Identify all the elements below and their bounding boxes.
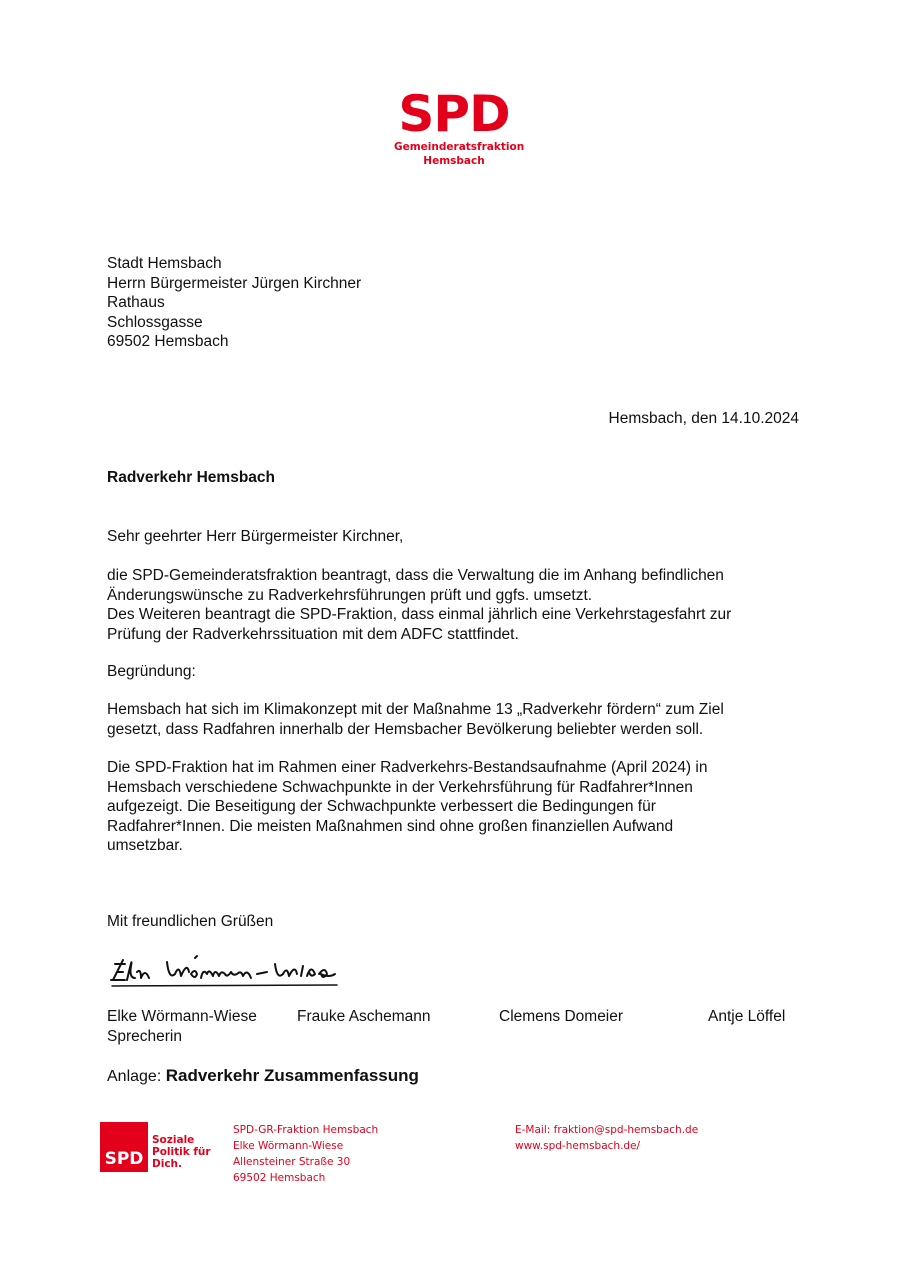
footer-website[interactable]: www.spd-hemsbach.de/ <box>515 1140 641 1152</box>
logo-subtitle-1: Gemeinderatsfraktion <box>394 141 525 153</box>
text-line: aufgezeigt. Die Beseitigung der Schwachpunkte verbessert die Bedingungen für <box>107 798 656 815</box>
attachment-line <box>107 1066 419 1087</box>
paragraph-request <box>107 566 807 644</box>
slogan-line: Politik für <box>152 1146 211 1158</box>
signer-name: Antje Löffel <box>708 1008 786 1025</box>
recipient-address <box>107 254 361 352</box>
slogan-line: Dich. <box>152 1158 183 1170</box>
signers-row <box>107 1008 807 1028</box>
footer-email[interactable]: E-Mail: fraktion@spd-hemsbach.de <box>515 1124 699 1136</box>
text-line: die SPD-Gemeinderatsfraktion beantragt, dass die Verwaltung die im Anhang befindlichen <box>107 567 724 584</box>
address-line: Herrn Bürgermeister Jürgen Kirchner <box>107 274 362 292</box>
text-line: Hemsbach hat sich im Klimakonzept mit der Maßnahme 13 „Radverkehr fördern“ zum Ziel <box>107 701 724 718</box>
footer-spd-logo: SPD <box>100 1122 148 1172</box>
address-line: Rathaus <box>107 294 165 311</box>
paragraph-reason-2 <box>107 758 807 856</box>
letter-date: Hemsbach, den 14.10.2024 <box>608 410 799 427</box>
address-line: Schlossgasse <box>107 313 203 331</box>
begruendung-heading: Begründung: <box>107 663 196 680</box>
closing: Mit freundlichen Grüßen <box>107 913 274 930</box>
salutation: Sehr geehrter Herr Bürgermeister Kirchner, <box>107 528 404 545</box>
spd-logo <box>394 85 525 168</box>
signer-role: Sprecherin <box>107 1028 182 1045</box>
footer-address-line: 69502 Hemsbach <box>233 1172 326 1184</box>
text-line: Die SPD-Fraktion hat im Rahmen einer Radverkehrs-Bestandsaufnahme (April 2024) in <box>107 759 708 776</box>
text-line: gesetzt, dass Radfahren innerhalb der Hemsbacher Bevölkerung beliebter werden soll. <box>107 720 704 738</box>
address-line: Stadt Hemsbach <box>107 255 222 272</box>
logo-text: SPD <box>398 85 510 143</box>
handwritten-signature <box>107 944 347 994</box>
text-line: umsetzbar. <box>107 837 183 854</box>
footer-address-line: Elke Wörmann-Wiese <box>233 1140 344 1152</box>
signer-name: Elke Wörmann-Wiese <box>107 1008 257 1025</box>
text-line: Änderungswünsche zu Radverkehrsführungen prüft und ggfs. umsetzt. <box>107 586 593 604</box>
footer-address-line: SPD-GR-Fraktion Hemsbach <box>233 1124 379 1136</box>
footer-address <box>233 1122 378 1186</box>
text-line: Radfahrer*Innen. Die meisten Maßnahmen sind ohne großen finanziellen Aufwand <box>107 817 674 835</box>
signer-name: Frauke Aschemann <box>297 1008 431 1025</box>
text-line: Hemsbach verschiedene Schwachpunkte in der Verkehrsführung für Radfahrer*Innen <box>107 778 693 796</box>
logo-subtitle-2: Hemsbach <box>423 155 485 167</box>
text-line: Des Weiteren beantragt die SPD-Fraktion, dass einmal jährlich eine Verkehrstagesfahrt zur <box>107 606 732 623</box>
attachment-label: Anlage: <box>107 1068 162 1085</box>
address-line: 69502 Hemsbach <box>107 333 229 350</box>
footer-contact <box>515 1122 698 1154</box>
slogan-line: Soziale <box>152 1134 195 1146</box>
attachment-title: Radverkehr Zusammenfassung <box>165 1066 419 1085</box>
signer-name: Clemens Domeier <box>499 1008 624 1025</box>
footer-slogan <box>152 1134 211 1170</box>
text-line: Prüfung der Radverkehrssituation mit dem ADFC stattfindet. <box>107 625 519 643</box>
letter-subject: Radverkehr Hemsbach <box>107 469 275 486</box>
footer-address-line: Allensteiner Straße 30 <box>233 1156 351 1168</box>
paragraph-reason-1 <box>107 700 807 739</box>
